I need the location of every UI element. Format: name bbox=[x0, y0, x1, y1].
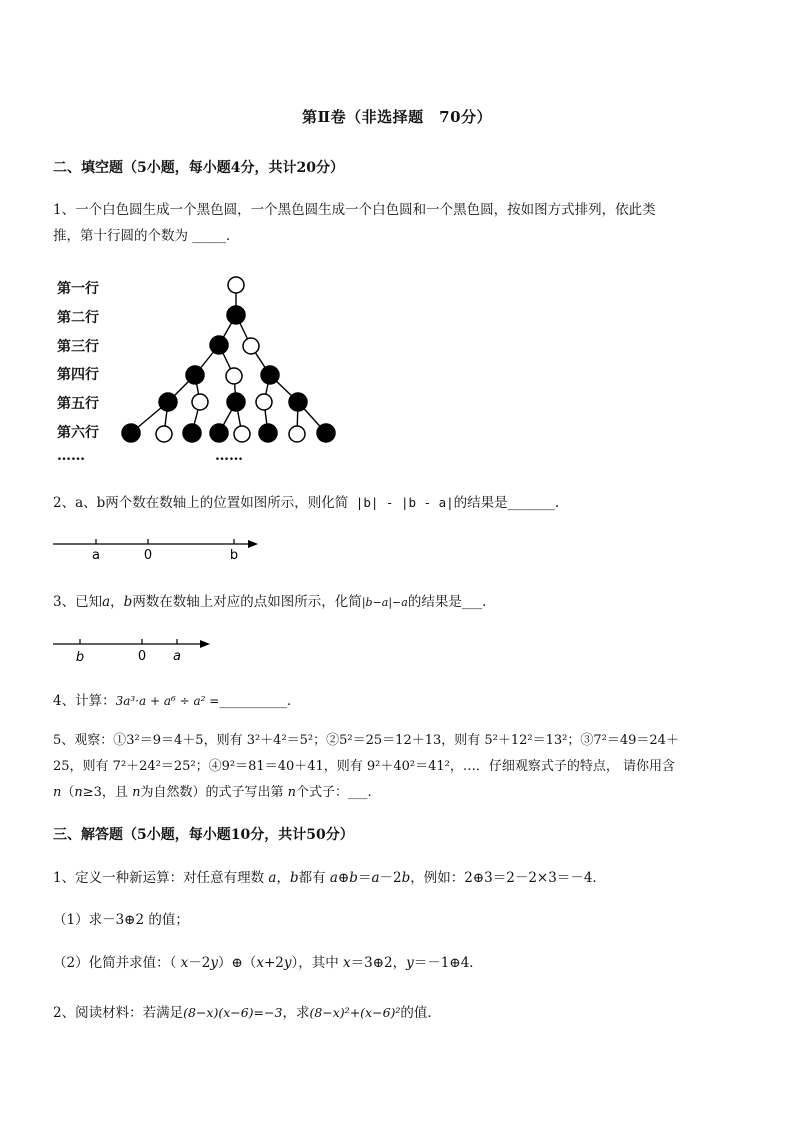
circle-black bbox=[227, 306, 245, 324]
section-title: 第Ⅱ卷（非选择题 70分） bbox=[301, 108, 493, 126]
q3-p3: 两数在数轴上对应的点如图所示，化简 bbox=[132, 594, 362, 610]
s3q1p2-seg: ），其中 bbox=[291, 955, 344, 971]
q1-line2: 推，第十行圆的个数为 _____． bbox=[53, 228, 240, 244]
q4-suffix: __________． bbox=[219, 693, 301, 709]
circle-black bbox=[259, 424, 277, 442]
s3q1p2-var: x bbox=[180, 955, 189, 971]
axis-label-a: a bbox=[173, 649, 181, 664]
s3q1-var: a bbox=[329, 870, 338, 886]
circle-white bbox=[228, 277, 244, 293]
q2-prefix: 2、a、b两个数在数轴上的位置如图所示，则化简 bbox=[53, 495, 349, 511]
section-heading-answer: 三、解答题（5小题，每小题10分，共计50分） bbox=[53, 827, 354, 843]
s3q2-prefix: 2、阅读材料：若满足 bbox=[53, 1005, 184, 1021]
circle-black bbox=[183, 424, 201, 442]
row-label-6: 第六行 bbox=[57, 425, 99, 441]
q5-var-n: n bbox=[287, 785, 296, 800]
circle-black bbox=[122, 424, 140, 442]
s3q2-suffix: 的值． bbox=[400, 1005, 441, 1021]
circle-black bbox=[210, 424, 228, 442]
s3-q1-part2 bbox=[53, 950, 483, 976]
circle-white bbox=[256, 394, 272, 410]
s3q1p2-seg: （2）化简并求值：（ bbox=[53, 955, 181, 971]
axis-label-b: b bbox=[229, 548, 239, 563]
s3q1p2-seg: ）⊕（ bbox=[218, 955, 257, 971]
s3q1-var: b bbox=[289, 870, 299, 886]
s3q2-mid: ，求 bbox=[282, 1005, 310, 1021]
s3q1p2-seg: ＝－1⊕4． bbox=[413, 955, 483, 971]
s3-q1-part1: （1）求－3⊕2 的值； bbox=[53, 912, 189, 928]
s3-q1-line1 bbox=[53, 865, 606, 891]
q3-text bbox=[53, 589, 496, 616]
row-label-2: 第二行 bbox=[57, 310, 99, 326]
s3q1p2-var: y bbox=[283, 955, 292, 971]
circle-black bbox=[227, 393, 245, 411]
q5-var-n: n bbox=[53, 785, 62, 800]
s3q1p2-seg: －2 bbox=[188, 955, 211, 971]
q5-line3 bbox=[53, 780, 372, 806]
s3q1-var: b bbox=[349, 870, 358, 886]
row-label-5: 第五行 bbox=[57, 396, 99, 412]
s3q1p2-seg: +2 bbox=[263, 955, 284, 971]
axis-label-b: b bbox=[75, 650, 85, 665]
s3q1-seg: ⊕ bbox=[337, 870, 350, 886]
q5-text-seg: ≥3，且 bbox=[82, 785, 133, 800]
s3q1-var: a bbox=[371, 870, 380, 886]
circle-black bbox=[159, 393, 177, 411]
circle-white bbox=[289, 426, 305, 442]
section-heading-fill-blank: 二、填空题（5小题，每小题4分，共计20分） bbox=[53, 160, 344, 176]
circle-black bbox=[210, 336, 228, 354]
s3-q2-text bbox=[53, 1000, 441, 1026]
number-line-q2 bbox=[0, 530, 300, 565]
s3q1p2-var: y bbox=[406, 955, 414, 971]
s3q1p2-var: y bbox=[210, 955, 218, 971]
s3q1-seg: 1、定义一种新运算：对任意有理数 bbox=[53, 870, 269, 886]
axis-label-a: a bbox=[92, 548, 100, 563]
row-label-3: 第三行 bbox=[57, 339, 99, 355]
q4-prefix: 4、计算： bbox=[53, 693, 116, 709]
q2-suffix: 的结果是_______. bbox=[453, 495, 560, 511]
circle-black bbox=[317, 424, 335, 442]
circle-white bbox=[226, 368, 242, 384]
axis-label-0: 0 bbox=[137, 649, 147, 664]
q4-expression: 3a³·a + a⁶ ÷ a² = bbox=[115, 694, 220, 708]
q5-text-seg: 为自然数）的式子写出第 bbox=[140, 785, 288, 800]
q3-var-a: a bbox=[102, 594, 111, 610]
q4-text bbox=[53, 688, 300, 714]
s3q1-seg: －2 bbox=[379, 870, 402, 886]
row-label-4: 第四行 bbox=[57, 367, 99, 383]
row-label-1: 第一行 bbox=[57, 281, 99, 297]
ellipsis-left: …… bbox=[57, 448, 85, 464]
q3-p2: ， bbox=[110, 594, 124, 610]
q1-line1: 1、一个白色圆生成一个黑色圆，一个黑色圆生成一个白色圆和一个黑色圆，按如图方式排列，依此类 bbox=[53, 202, 656, 218]
ellipsis-mid: …… bbox=[215, 448, 243, 464]
circle-white bbox=[156, 426, 172, 442]
s3q1-var: a bbox=[268, 870, 277, 886]
q5-var-n: n bbox=[74, 785, 83, 800]
s3q1-var: b bbox=[401, 870, 411, 886]
circle-white bbox=[243, 338, 259, 354]
q3-var-b: b bbox=[123, 594, 133, 610]
s3q1-seg: ，例如：2⊕3＝2－2×3＝－4． bbox=[410, 870, 606, 886]
q5-text-seg: （ bbox=[61, 785, 75, 800]
circle-black bbox=[289, 393, 307, 411]
s3q2-expression1: (8−x)(x−6)=−3 bbox=[183, 1005, 283, 1020]
axis-label-0: 0 bbox=[143, 548, 153, 563]
q3-expression: |b−a|−a bbox=[361, 596, 408, 609]
q3-p4: 的结果是___． bbox=[407, 594, 496, 610]
s3q1-seg: ＝ bbox=[357, 870, 372, 886]
circle-black bbox=[186, 366, 204, 384]
q2-text bbox=[53, 490, 559, 516]
circle-tree-diagram bbox=[0, 0, 794, 480]
q3-p1: 3、已知 bbox=[53, 594, 103, 610]
s3q2-expression2: (8−x)²+(x−6)² bbox=[309, 1005, 401, 1020]
s3q1p2-var: x bbox=[343, 955, 351, 971]
circle-white bbox=[192, 394, 208, 410]
number-line-q3 bbox=[0, 630, 300, 665]
s3q1p2-seg: ＝3⊕2， bbox=[350, 955, 407, 971]
s3q1-seg: 都有 bbox=[298, 870, 330, 886]
s3q1p2-var: x bbox=[256, 955, 264, 971]
q2-expression: |b| - |b - a| bbox=[348, 495, 454, 510]
q5-text-seg: 个式子：___. bbox=[295, 785, 372, 800]
circle-white bbox=[234, 426, 250, 442]
q5-line1: 5、观察：①3²＝9＝4＋5，则有 3²＋4²＝5²；②5²＝25＝12＋13，则有 5²＋12²＝13²；③7²＝49＝24＋ bbox=[53, 733, 679, 748]
s3q1-seg: ， bbox=[276, 870, 290, 886]
circle-black bbox=[261, 366, 279, 384]
q5-line2: 25，则有 7²＋24²＝25²；④9²＝81＝40＋41，则有 9²＋40²＝41²，…．仔细观察式子的特点， 请你用含 bbox=[53, 759, 676, 774]
q5-var-n: n bbox=[132, 785, 141, 800]
